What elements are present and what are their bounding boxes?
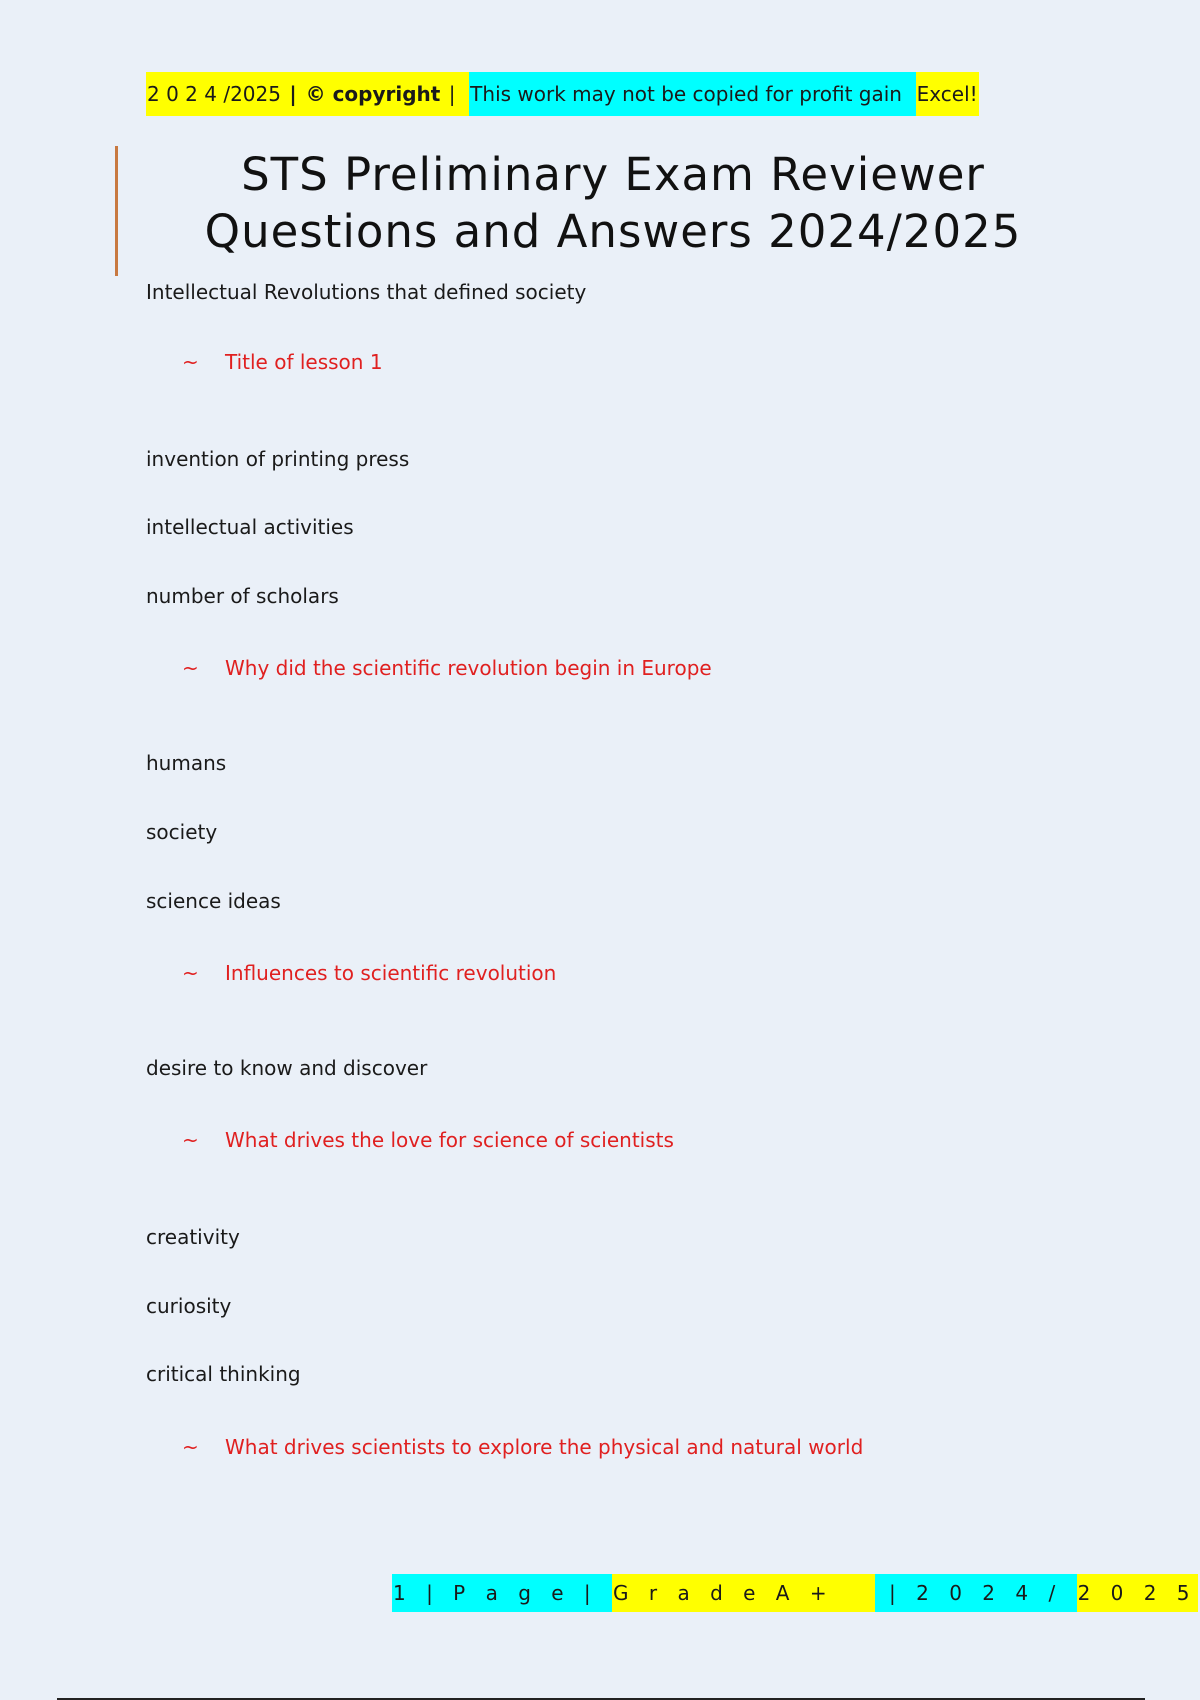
answer-item: creativity bbox=[146, 1225, 240, 1249]
footer-page-number: 1 | P a g e | bbox=[392, 1574, 612, 1612]
intro-text: Intellectual Revolutions that defined society bbox=[146, 280, 587, 304]
header-banner bbox=[146, 72, 979, 116]
header-notice: This work may not be copied for profit gain bbox=[469, 72, 916, 116]
document-title bbox=[115, 146, 1078, 276]
header-separator: | bbox=[288, 72, 304, 116]
question-text: What drives the love for science of scientists bbox=[225, 1128, 674, 1152]
answer-item: intellectual activities bbox=[146, 515, 354, 539]
answer-item: critical thinking bbox=[146, 1362, 301, 1386]
tilde-marker: ~ bbox=[182, 656, 199, 680]
footer-year-end: 2 0 2 5 bbox=[1077, 1574, 1198, 1612]
question-text: Title of lesson 1 bbox=[225, 350, 383, 374]
answer-item: curiosity bbox=[146, 1294, 232, 1318]
header-excel: Excel! bbox=[916, 72, 979, 116]
answer-item: invention of printing press bbox=[146, 447, 410, 471]
answer-item: humans bbox=[146, 751, 227, 775]
answer-item: desire to know and discover bbox=[146, 1056, 428, 1080]
footer-year-start: | 2 0 2 4 / bbox=[875, 1574, 1077, 1612]
tilde-marker: ~ bbox=[182, 961, 199, 985]
question-item bbox=[182, 1128, 674, 1152]
header-copyright: © copyright bbox=[305, 72, 442, 116]
header-separator: | bbox=[441, 72, 469, 116]
tilde-marker: ~ bbox=[182, 1435, 199, 1459]
question-text: Influences to scientific revolution bbox=[225, 961, 557, 985]
footer-grade: G r a d e A + bbox=[612, 1574, 875, 1612]
question-item bbox=[182, 961, 556, 985]
header-year: 2 0 2 4 /2025 bbox=[146, 72, 288, 116]
tilde-marker: ~ bbox=[182, 1128, 199, 1152]
question-item bbox=[182, 1435, 863, 1459]
answer-item: science ideas bbox=[146, 889, 281, 913]
question-text: What drives scientists to explore the physical and natural world bbox=[225, 1435, 864, 1459]
question-item bbox=[182, 350, 383, 374]
question-text: Why did the scientific revolution begin in Europe bbox=[225, 656, 712, 680]
tilde-marker: ~ bbox=[182, 350, 199, 374]
title-line-1: STS Preliminary Exam Reviewer bbox=[241, 148, 985, 201]
question-item bbox=[182, 656, 712, 680]
title-line-2: Questions and Answers 2024/2025 bbox=[204, 205, 1022, 258]
footer-banner bbox=[392, 1574, 1198, 1612]
answer-item: society bbox=[146, 820, 218, 844]
answer-item: number of scholars bbox=[146, 584, 339, 608]
